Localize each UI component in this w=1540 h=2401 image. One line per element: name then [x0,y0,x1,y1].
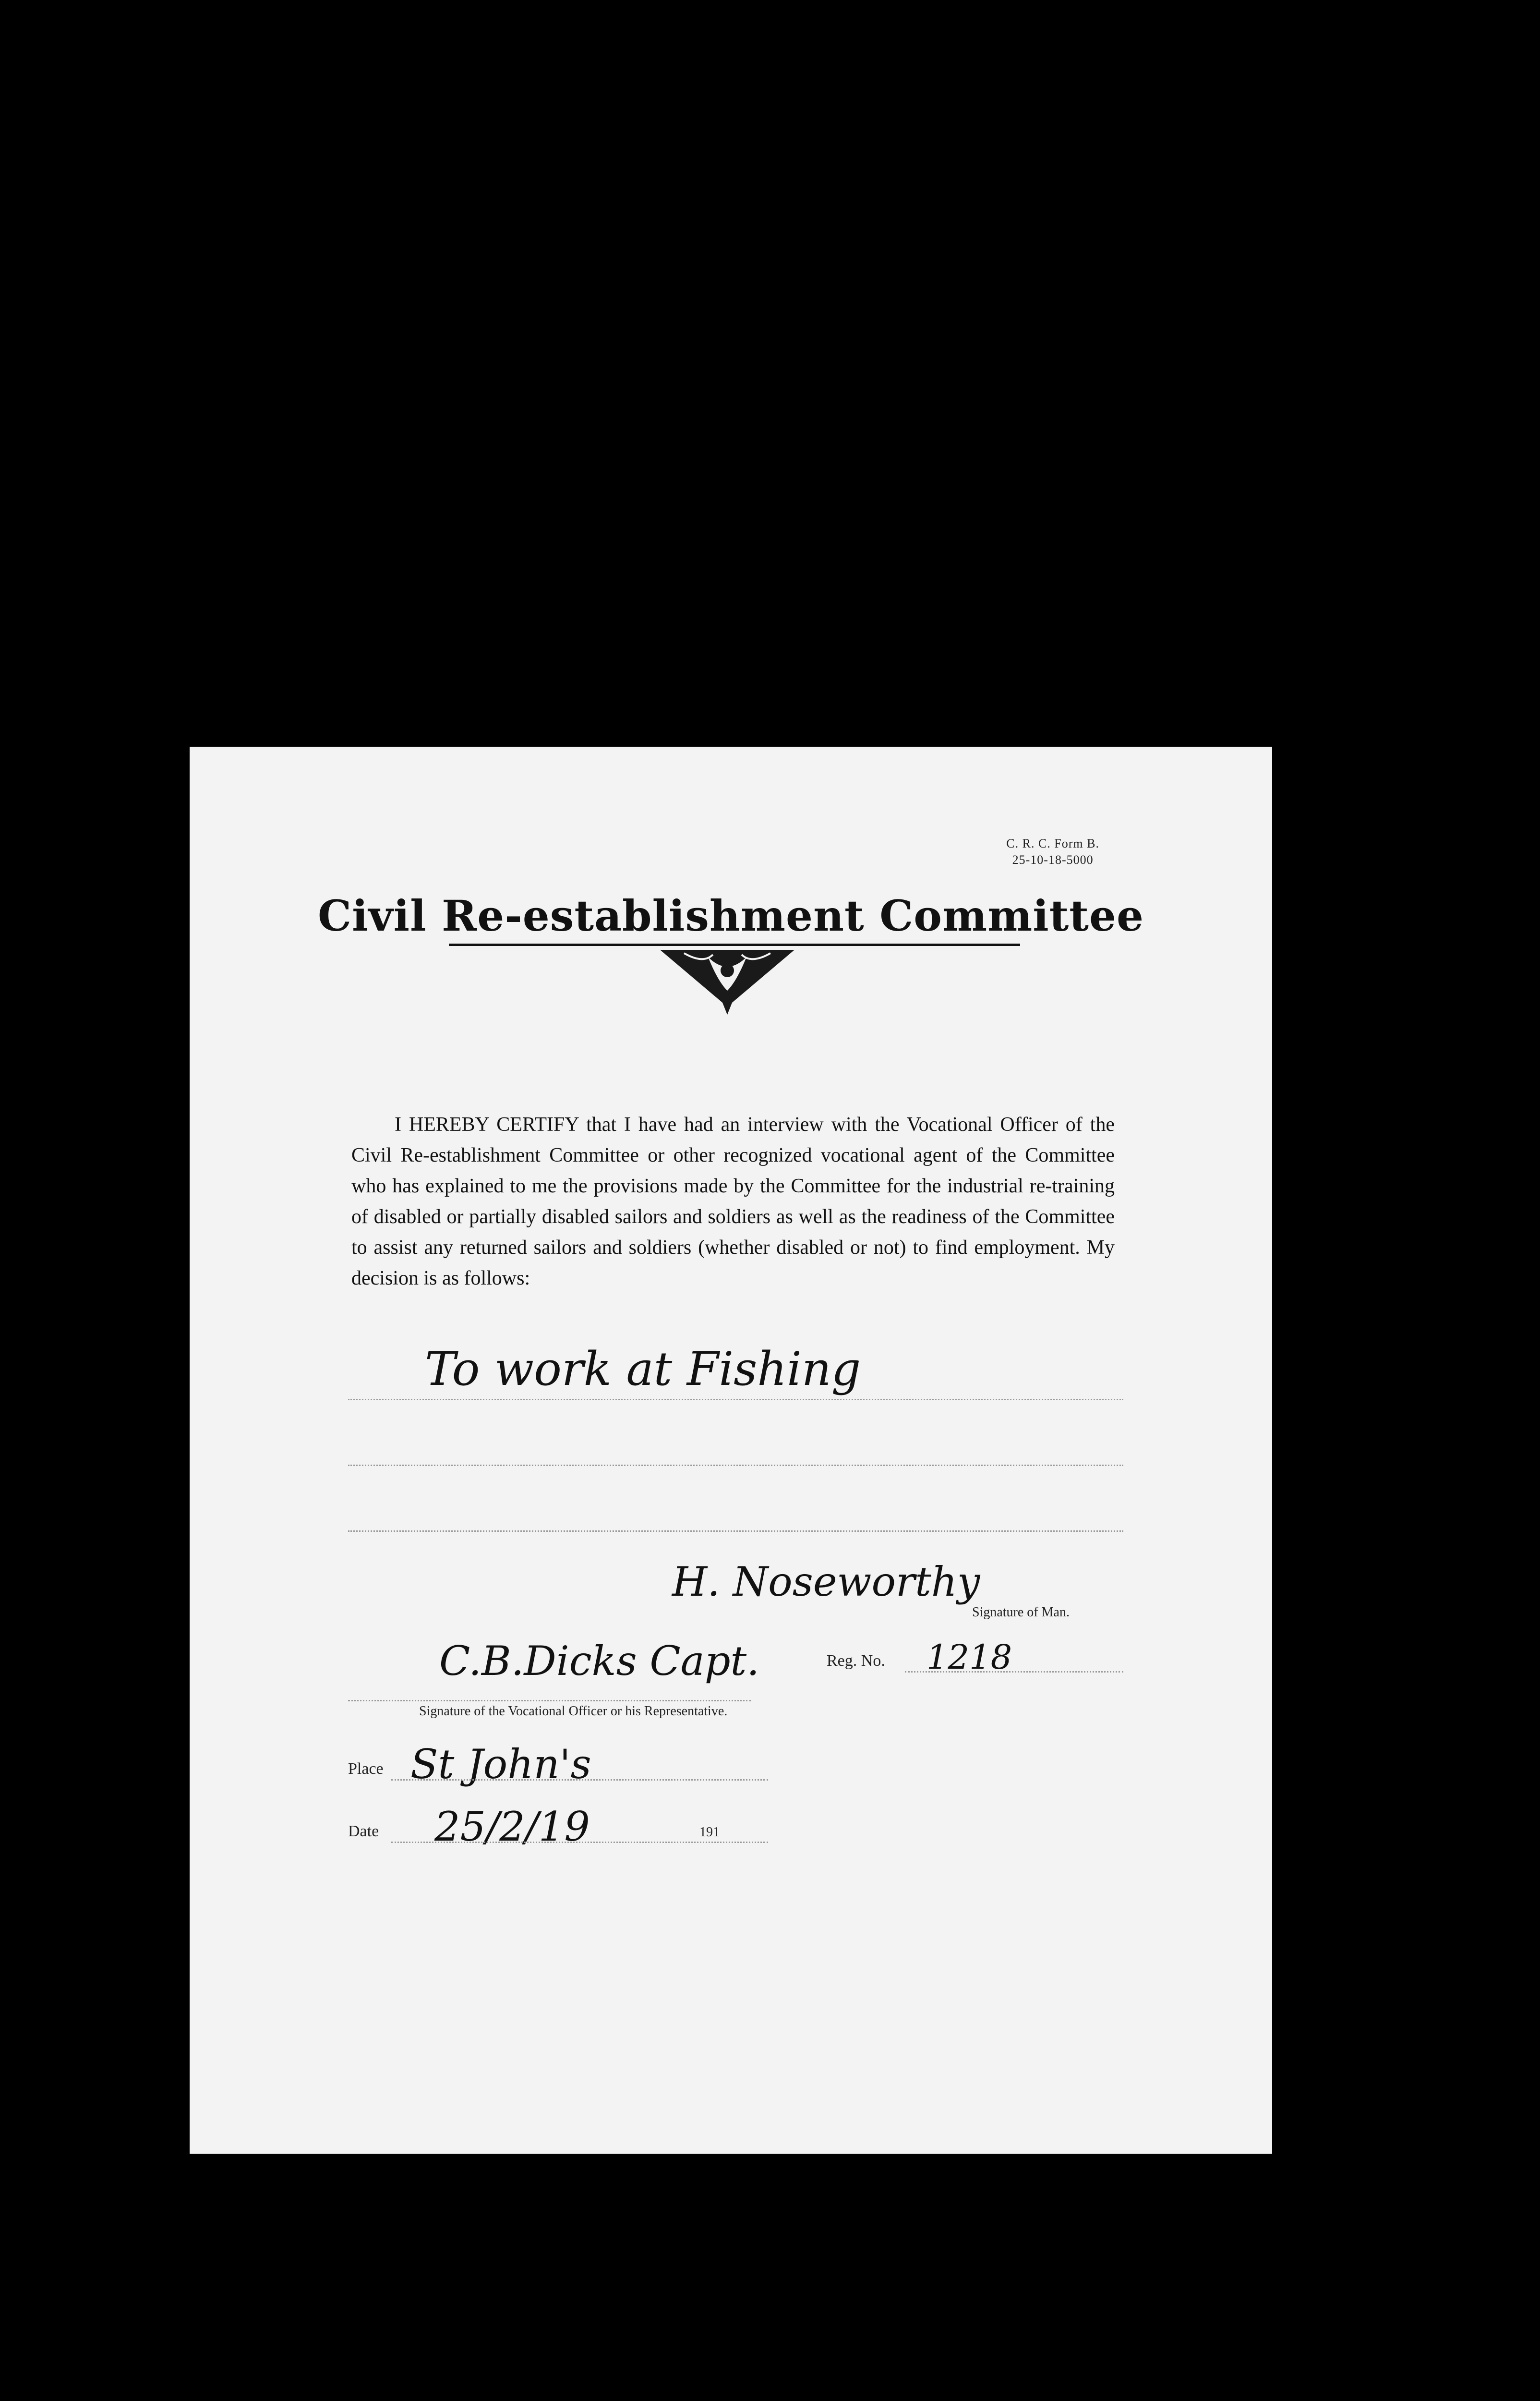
date-label: Date [348,1822,379,1840]
officer-signature: C.B.Dicks Capt. [439,1637,759,1685]
form-code [1006,836,1099,868]
date-line [391,1842,768,1843]
document-title: Civil Re-establishment Committee [318,891,1144,941]
man-signature: H. Noseworthy [672,1558,980,1605]
place-value: St John's [410,1741,591,1788]
year-prefix: 191 [699,1825,720,1840]
place-line [391,1779,768,1781]
certification-text [351,1109,1115,1294]
reg-no-value: 1218 [926,1637,1012,1677]
reg-no-line [905,1671,1123,1673]
title-rule [449,944,1020,946]
decision-line-3 [348,1530,1123,1532]
decision-line-2 [348,1465,1123,1466]
form-code-line1: C. R. C. Form B. [1006,837,1099,850]
form-document [190,747,1272,2154]
signature-of-man-label: Signature of Man. [972,1605,1070,1620]
decision-line-1 [348,1399,1123,1400]
reg-no-label: Reg. No. [827,1652,885,1670]
certify-body: that I have had an interview with the Vocational Officer of the Civil Re-establishment Committee or other recognized vocational agent of the Committee who has explained to me the provisions made by the Committee for the industrial re-training of disabled or partially disabled sailors and soldiers as well as the readiness of the Committee to assist any returned sailors and soldiers (whether disabled or not) to find employment. My decision is as follows: [351,1114,1115,1289]
form-code-line2: 25-10-18-5000 [1012,853,1094,867]
officer-signature-label: Signature of the Vocational Officer or his Representative. [419,1704,728,1719]
date-value: 25/2/19 [434,1803,590,1850]
officer-line [348,1700,751,1701]
decision-handwriting: To work at Fishing [425,1342,861,1396]
ornament-icon [655,947,799,1019]
place-label: Place [348,1760,384,1778]
certify-lead: I HEREBY CERTIFY [395,1114,579,1136]
